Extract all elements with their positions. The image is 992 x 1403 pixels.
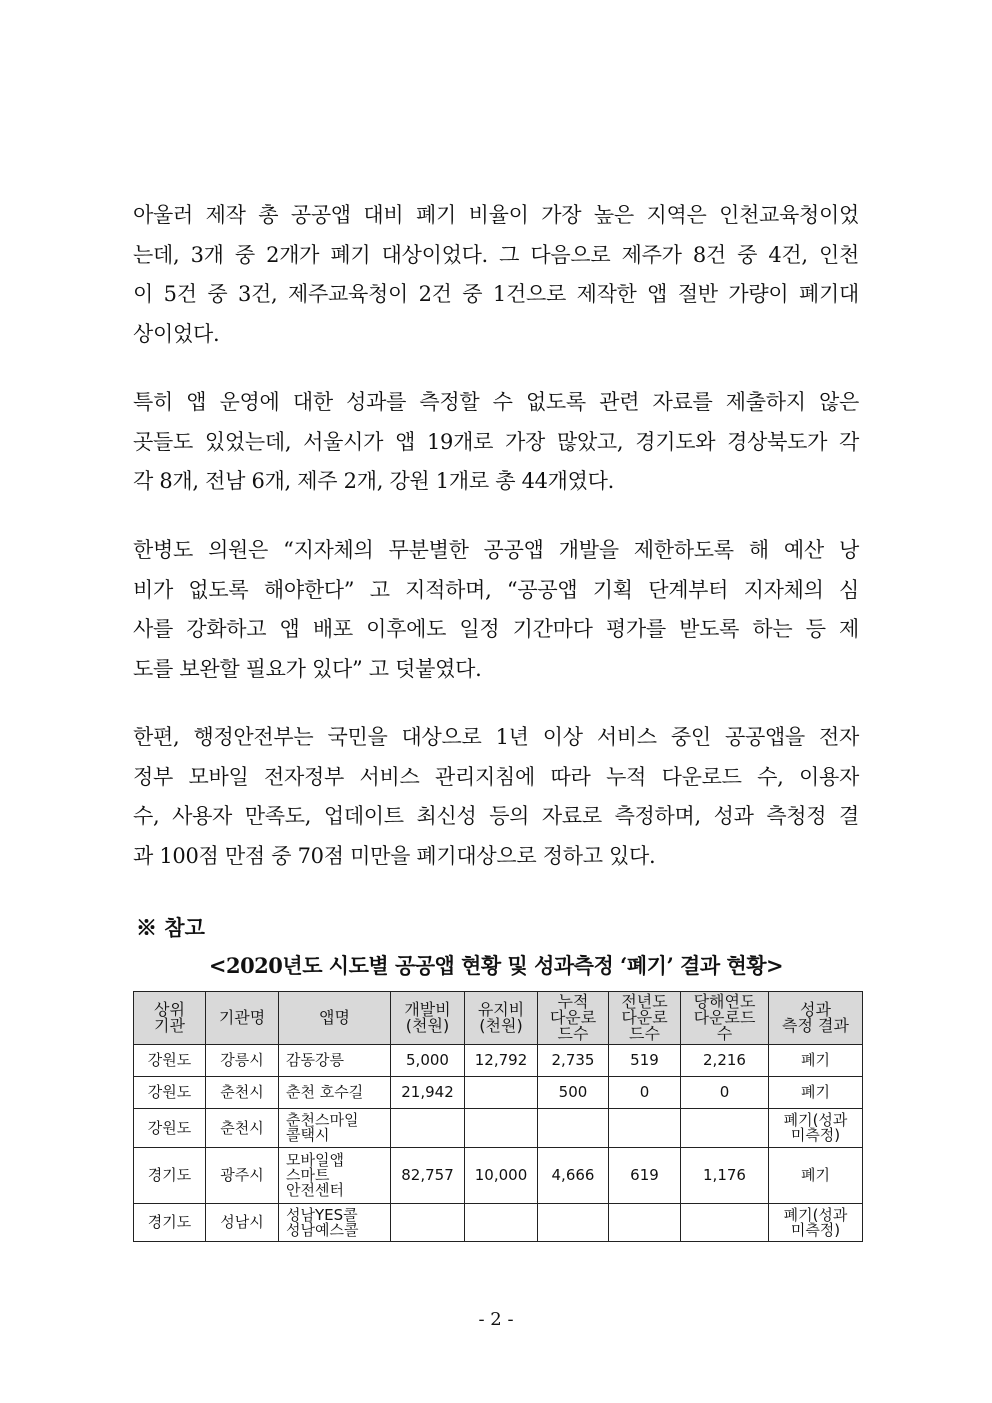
- paragraph-line: 수, 사용자 만족도, 업데이트 최신성 등의 자료로 측정하며, 성과 측청정 결: [133, 804, 859, 828]
- paragraph-line: 특히 앱 운영에 대한 성과를 측정할 수 없도록 관련 자료를 제출하지 않은: [133, 390, 859, 414]
- paragraph-4: [133, 718, 859, 876]
- paragraph-line: 비가 없도록 해야한다” 고 지적하며, “공공앱 기획 단계부터 지자체의 심: [133, 577, 859, 602]
- table-cell: [391, 1204, 465, 1242]
- table-cell: 폐기(성과 미측정): [769, 1109, 863, 1148]
- table-cell: 춘천시: [206, 1109, 279, 1148]
- paragraph-line: 한병도 의원은 “지자체의 무분별한 공공앱 개발을 제한하도록 해 예산 낭: [133, 538, 859, 562]
- table-cell: 강원도: [134, 1045, 206, 1077]
- table-row: [134, 1077, 863, 1109]
- table-cell: 2,216: [681, 1045, 769, 1077]
- table-title: <2020년도 시도별 공공앱 현황 및 성과측정 ‘폐기’ 결과 현황>: [208, 953, 784, 978]
- table-cell: 경기도: [134, 1148, 206, 1204]
- table-cell: 2,735: [538, 1045, 609, 1077]
- paragraph-line: 각 8개, 전남 6개, 제주 2개, 강원 1개로 총 44개였다.: [133, 469, 615, 493]
- header-cell: 기관명: [206, 992, 279, 1045]
- paragraph-2: [133, 383, 859, 502]
- table-cell: 강원도: [134, 1077, 206, 1109]
- table-cell: [465, 1204, 538, 1242]
- table-cell: 광주시: [206, 1148, 279, 1204]
- table-row: [134, 1148, 863, 1204]
- page-number: - 2 -: [478, 1309, 514, 1330]
- table-cell: 폐기: [769, 1045, 863, 1077]
- paragraph-line: 상이었다.: [133, 321, 220, 346]
- table-cell: 감동강릉: [279, 1045, 391, 1077]
- paragraph-3: [133, 531, 859, 689]
- table-cell: 춘천시: [206, 1077, 279, 1109]
- paragraph-line: 도를 보완할 필요가 있다” 고 덧붙였다.: [133, 656, 482, 681]
- table-cell: [538, 1109, 609, 1148]
- header-cell: 상위 기관: [134, 992, 206, 1045]
- table-cell: 1,176: [681, 1148, 769, 1204]
- paragraph-line: 과 100점 만점 중 70점 미만을 폐기대상으로 정하고 있다.: [133, 843, 656, 868]
- table-cell: 82,757: [391, 1148, 465, 1204]
- table-cell: 0: [681, 1077, 769, 1109]
- table-cell: 폐기(성과 미측정): [769, 1204, 863, 1242]
- table-cell: 성남YES콜 성남예스콜: [279, 1204, 391, 1242]
- table-cell: [609, 1109, 681, 1148]
- table-cell: 5,000: [391, 1045, 465, 1077]
- table-cell: [681, 1204, 769, 1242]
- paragraph-line: 아울러 제작 총 공공앱 대비 폐기 비율이 가장 높은 지역은 인천교육청이었: [133, 203, 859, 227]
- table-cell: 춘천스마일 콜택시: [279, 1109, 391, 1148]
- paragraph-line: 는데, 3개 중 2개가 폐기 대상이었다. 그 다음으로 제주가 8건 중 4건, 인천: [133, 242, 859, 267]
- table-cell: 21,942: [391, 1077, 465, 1109]
- table-cell: 강원도: [134, 1109, 206, 1148]
- table-cell: 춘천 호수길: [279, 1077, 391, 1109]
- table-cell: 폐기: [769, 1077, 863, 1109]
- paragraph-line: 한편, 행정안전부는 국민을 대상으로 1년 이상 서비스 중인 공공앱을 전자: [133, 725, 859, 749]
- table-cell: [538, 1204, 609, 1242]
- table-cell: [681, 1109, 769, 1148]
- table-cell: 500: [538, 1077, 609, 1109]
- table-row: [134, 1204, 863, 1242]
- paragraph-line: 정부 모바일 전자정부 서비스 관리지침에 따라 누적 다운로드 수, 이용자: [133, 764, 859, 789]
- reference-heading: ※ 참고: [136, 915, 205, 940]
- table-cell: 경기도: [134, 1204, 206, 1242]
- header-cell: 전년도 다운로 드수: [609, 992, 681, 1045]
- table-cell: 성남시: [206, 1204, 279, 1242]
- header-cell: 개발비 (천원): [391, 992, 465, 1045]
- paragraph-line: 이 5건 중 3건, 제주교육청이 2건 중 1건으로 제작한 앱 절반 가량이 폐기대: [133, 282, 859, 306]
- header-cell: 누적 다운로 드수: [538, 992, 609, 1045]
- paragraph-line: 곳들도 있었는데, 서울시가 앱 19개로 가장 많았고, 경기도와 경상북도가 각: [133, 429, 859, 454]
- table-cell: 519: [609, 1045, 681, 1077]
- table-cell: 0: [609, 1077, 681, 1109]
- table-cell: 모바일앱 스마트 안전센터: [279, 1148, 391, 1204]
- table-cell: 12,792: [465, 1045, 538, 1077]
- header-cell: 유지비 (천원): [465, 992, 538, 1045]
- table-header-row: [134, 992, 863, 1045]
- table-cell: 619: [609, 1148, 681, 1204]
- header-cell: 성과 측정 결과: [769, 992, 863, 1045]
- table-cell: 4,666: [538, 1148, 609, 1204]
- header-cell: 앱명: [279, 992, 391, 1045]
- table-cell: [391, 1109, 465, 1148]
- table-cell: 폐기: [769, 1148, 863, 1204]
- table-row: [134, 1045, 863, 1077]
- table-cell: 10,000: [465, 1148, 538, 1204]
- public-app-status-table: [133, 991, 863, 1242]
- table-cell: [465, 1077, 538, 1109]
- paragraph-line: 사를 강화하고 앱 배포 이후에도 일정 기간마다 평가를 받도록 하는 등 제: [133, 617, 859, 641]
- table-cell: [465, 1109, 538, 1148]
- table-cell: [609, 1204, 681, 1242]
- table-cell: 강릉시: [206, 1045, 279, 1077]
- header-cell: 당해연도 다운로드 수: [681, 992, 769, 1045]
- paragraph-1: [133, 196, 859, 354]
- table-row: [134, 1109, 863, 1148]
